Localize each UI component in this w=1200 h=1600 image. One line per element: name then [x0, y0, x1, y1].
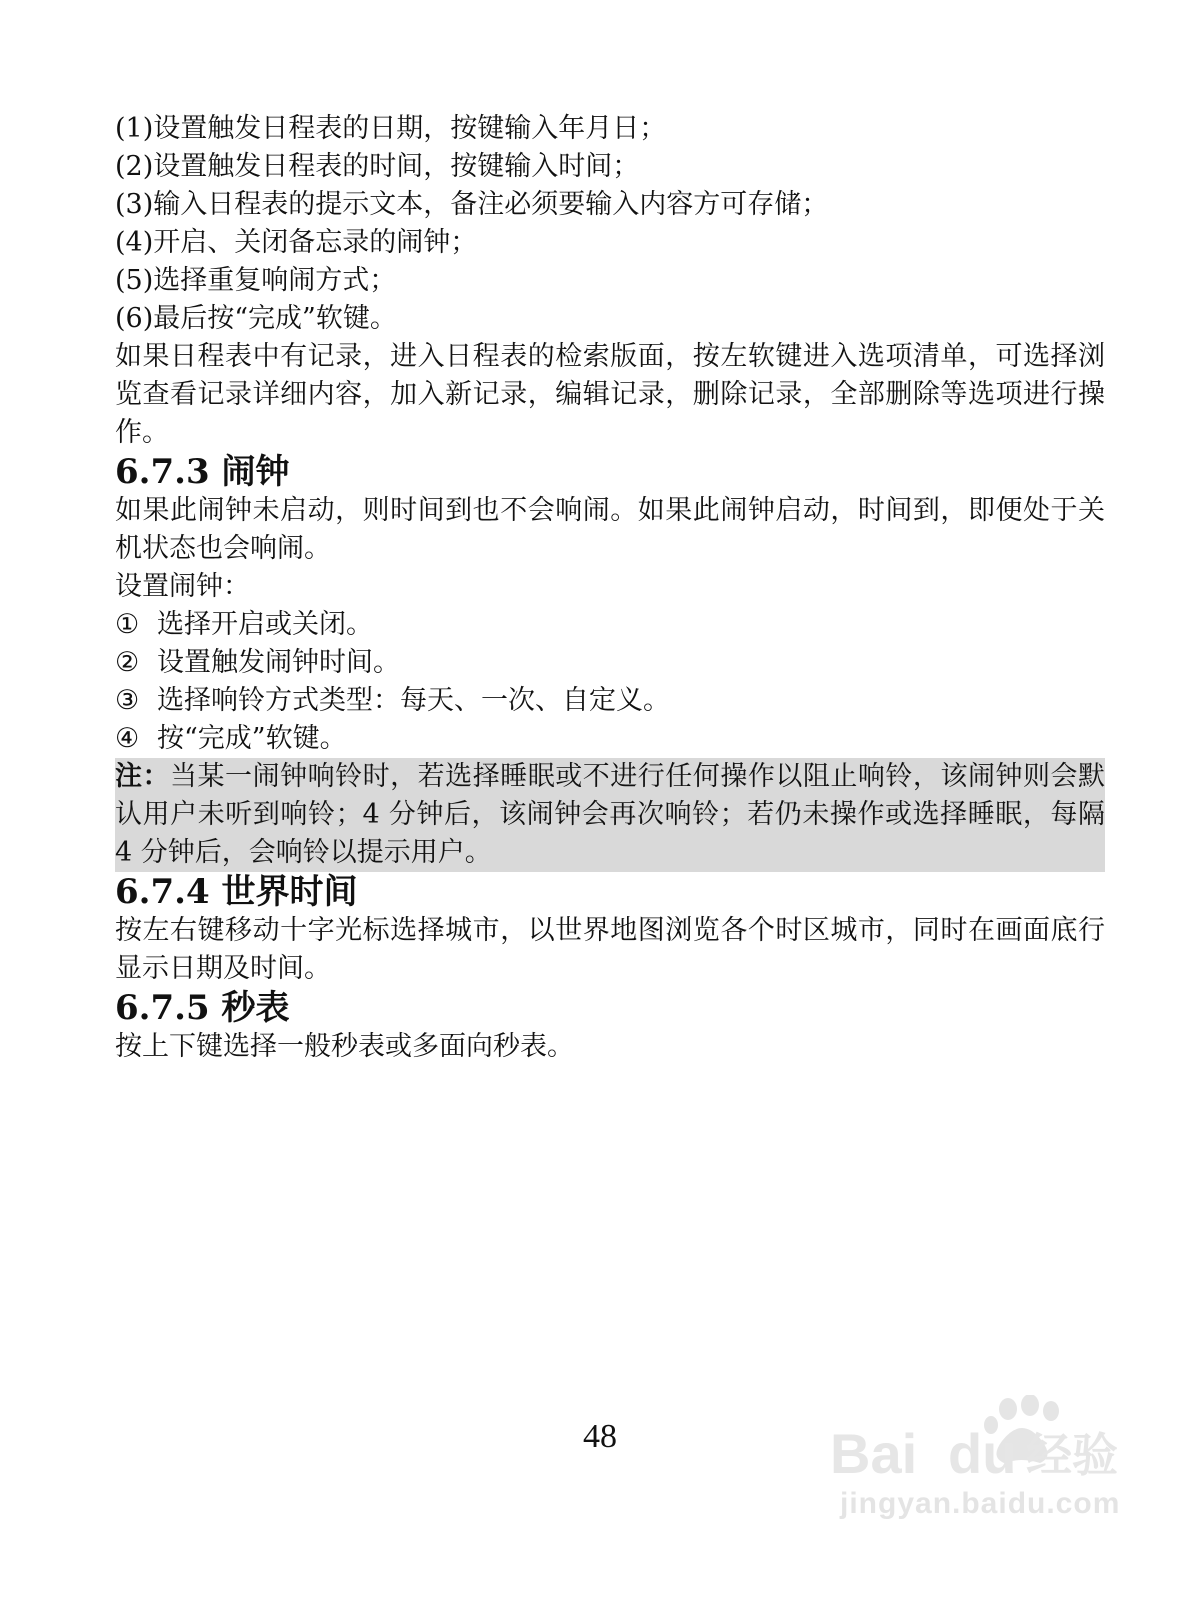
step-text: 选择开启或关闭。: [157, 609, 373, 640]
stopwatch-paragraph: 按上下键选择一般秒表或多面向秒表。: [115, 1031, 574, 1062]
list-item: [115, 644, 1105, 682]
alarm-steps-list: [115, 606, 1105, 758]
note-label: 注：: [115, 761, 171, 792]
alarm-paragraph: 如果此闹钟未启动，则时间到也不会响闹。如果此闹钟启动，时间到，即便处于关机状态也会响闹。: [115, 495, 1105, 564]
list-item: (5)选择重复响闹方式；: [115, 265, 397, 296]
list-item: (3)输入日程表的提示文本，备注必须要输入内容方可存储；: [115, 189, 829, 220]
list-item: [115, 682, 1105, 720]
step-text: 选择响铃方式类型：每天、一次、自定义。: [157, 685, 670, 716]
section-heading-alarm: 6.7.3 闹钟: [115, 452, 290, 492]
world-time-paragraph: 按左右键移动十字光标选择城市，以世界地图浏览各个时区城市，同时在画面底行显示日期及时间。: [115, 915, 1105, 984]
alarm-note: [115, 758, 1105, 872]
svg-text:du: du: [948, 1422, 1017, 1485]
list-item: (4)开启、关闭备忘录的闹钟；: [115, 227, 478, 258]
step-text: 设置触发闹钟时间。: [157, 647, 400, 678]
baidu-logo-icon: [830, 1395, 1130, 1485]
schedule-paragraph: 如果日程表中有记录，进入日程表的检索版面，按左软键进入选项清单，可选择浏览查看记录详细内容，加入新记录，编辑记录，删除记录，全部删除等选项进行操作。: [115, 341, 1105, 448]
svg-text:Bai: Bai: [830, 1422, 918, 1485]
page-content: [115, 110, 1105, 1066]
step-marker: ②: [115, 647, 140, 678]
list-item: [115, 606, 1105, 644]
section-heading-world-time: 6.7.4 世界时间: [115, 872, 358, 912]
svg-text:经验: 经验: [1026, 1428, 1118, 1482]
alarm-setup-label: 设置闹钟：: [115, 571, 250, 602]
schedule-steps-list: [115, 110, 1105, 338]
step-text: 按“完成”软键。: [157, 723, 347, 754]
step-marker: ①: [115, 609, 140, 640]
step-marker: ④: [115, 723, 140, 754]
list-item: (2)设置触发日程表的时间，按键输入时间；: [115, 151, 640, 182]
list-item: [115, 720, 1105, 758]
page-number: 48: [583, 1418, 617, 1455]
watermark-url: jingyan.baidu.com: [840, 1487, 1121, 1520]
step-marker: ③: [115, 685, 140, 716]
baidu-watermark: [830, 1395, 1130, 1535]
note-text: 当某一闹钟响铃时，若选择睡眠或不进行任何操作以阻止响铃，该闹钟则会默认用户未听到响铃；4 分钟后，该闹钟会再次响铃；若仍未操作或选择睡眠，每隔 4 分钟后，会响铃以提示用户。: [115, 761, 1106, 868]
list-item: (6)最后按“完成”软键。: [115, 303, 397, 334]
list-item: (1)设置触发日程表的日期，按键输入年月日；: [115, 113, 667, 144]
section-heading-stopwatch: 6.7.5 秒表: [115, 988, 290, 1028]
